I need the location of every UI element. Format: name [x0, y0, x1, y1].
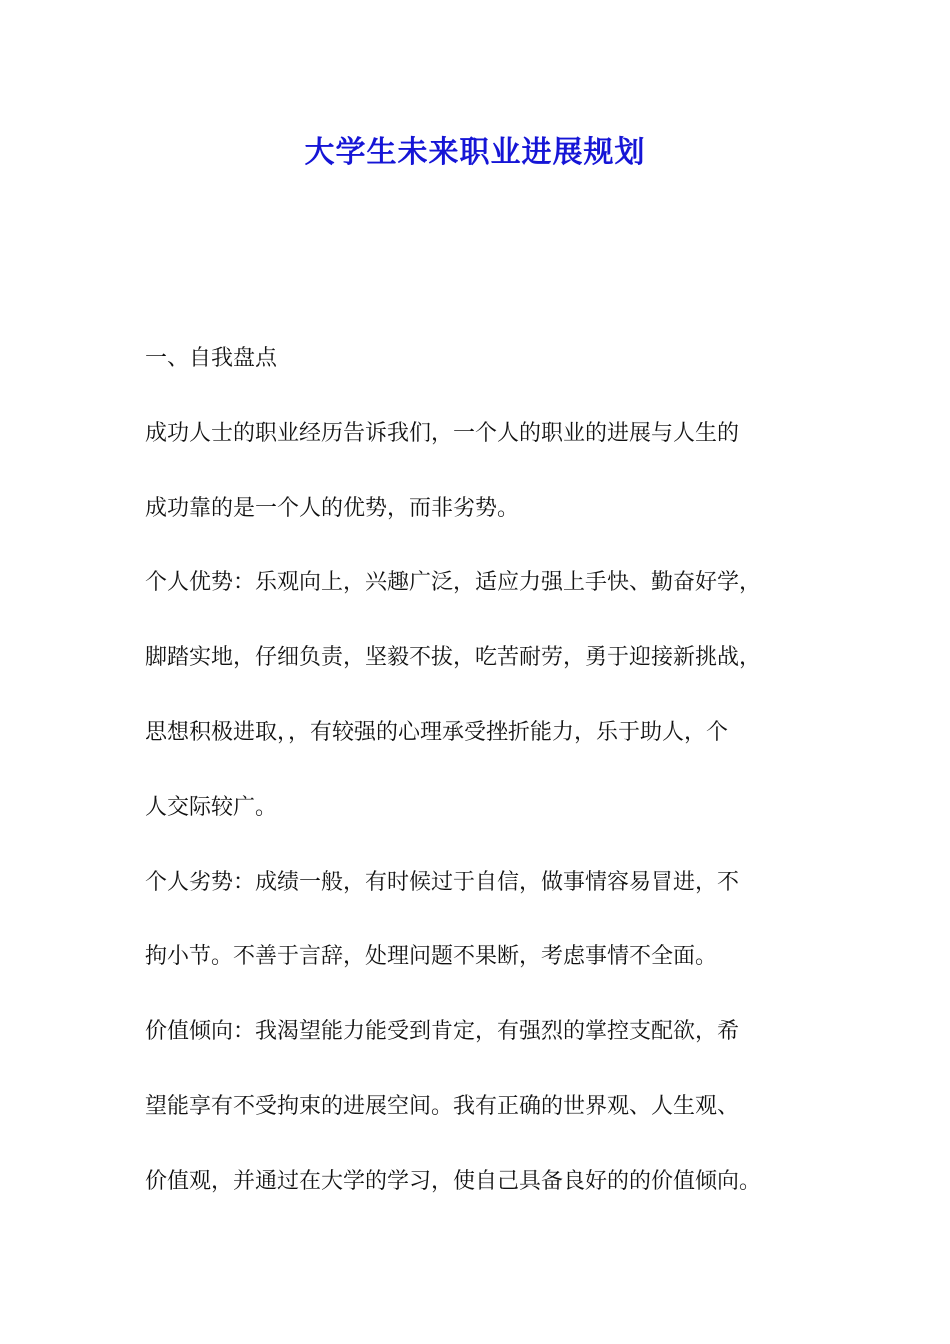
paragraph-line: 人交际较广。: [145, 794, 278, 820]
paragraph-line: 望能享有不受拘束的进展空间。我有正确的世界观、人生观、: [145, 1093, 740, 1119]
paragraph-line: 拘小节。不善于言辞，处理问题不果断，考虑事情不全面。: [145, 944, 718, 970]
paragraph-line: 个人劣势：成绩一般，有时候过于自信，做事情容易冒进，不: [145, 869, 740, 895]
paragraph-line: 成功靠的是一个人的优势，而非劣势。: [145, 495, 520, 521]
document-title: 大学生未来职业进展规划: [304, 135, 646, 170]
paragraph-line: 价值倾向：我渴望能力能受到肯定，有强烈的掌控支配欲，希: [145, 1019, 740, 1045]
paragraph-line: 个人优势：乐观向上，兴趣广泛，适应力强上手快、勤奋好学，: [145, 570, 762, 596]
paragraph-line: 价值观，并通过在大学的学习，使自己具备良好的的价值倾向。: [145, 1168, 762, 1194]
document-body: [145, 334, 835, 1232]
section-heading-self-assessment: 一、自我盘点: [145, 346, 278, 371]
paragraph-line: 成功人士的职业经历告诉我们，一个人的职业的进展与人生的: [145, 420, 740, 446]
paragraph-line: 脚踏实地，仔细负责，坚毅不拔，吃苦耐劳，勇于迎接新挑战，: [145, 645, 762, 671]
paragraph-line: 思想积极进取，，有较强的心理承受挫折能力，乐于助人，个: [145, 719, 729, 745]
